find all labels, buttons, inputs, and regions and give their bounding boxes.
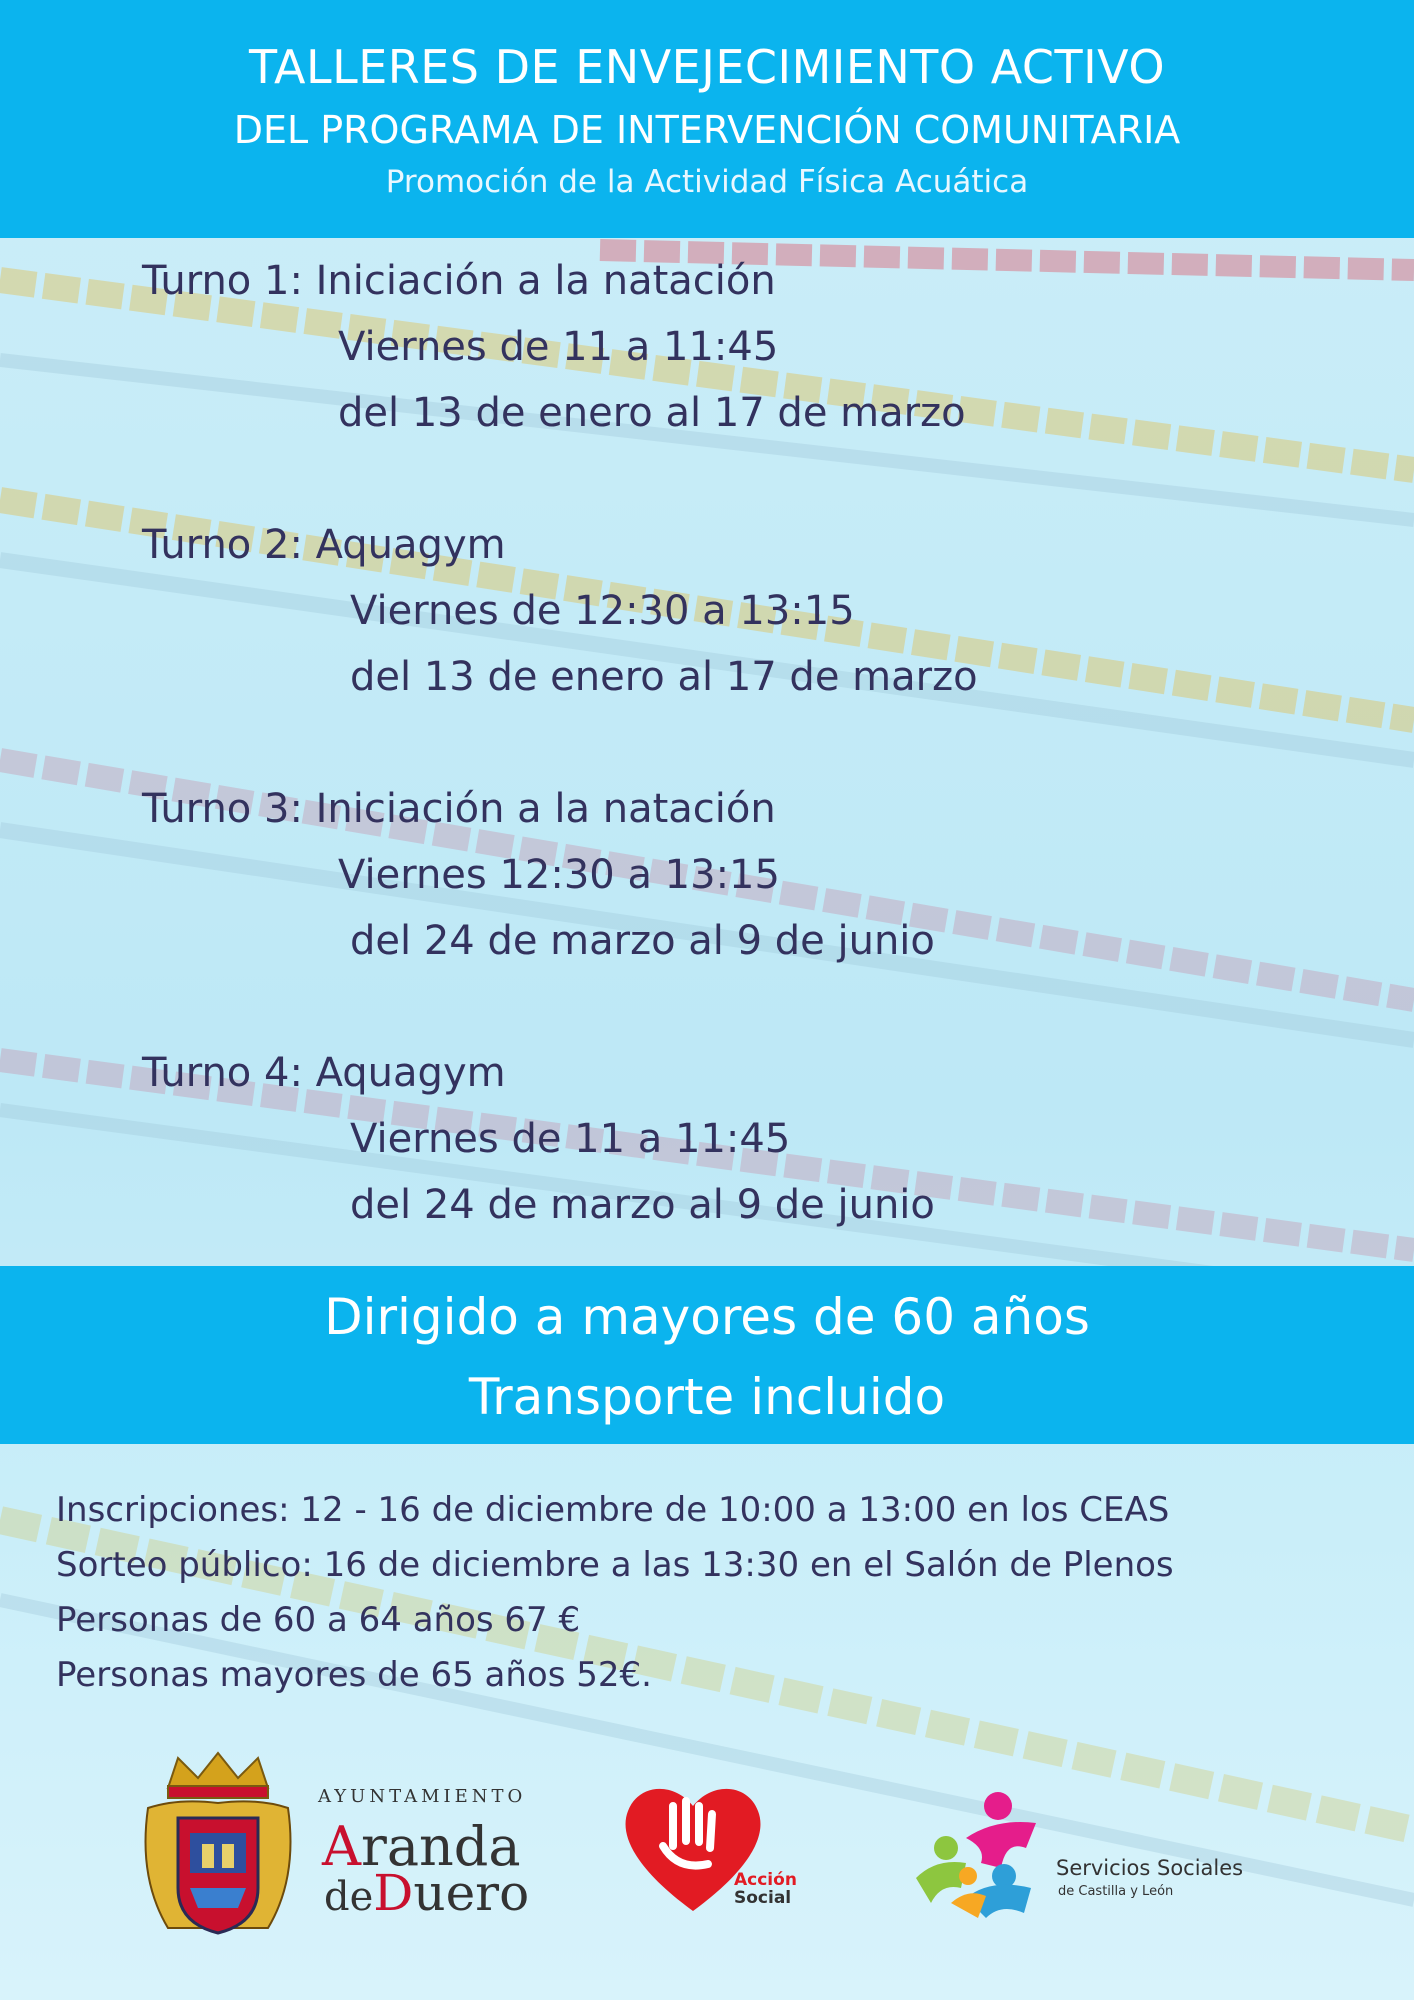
turno-2-title: Turno 2: Aquagym: [142, 522, 506, 568]
turno-1-schedule: Viernes de 11 a 11:45: [338, 324, 779, 370]
inscripciones-line: Inscripciones: 12 - 16 de diciembre de 10:00 a 13:00 en los CEAS: [56, 1490, 1170, 1530]
turno-2-schedule: Viernes de 12:30 a 13:15: [350, 588, 855, 634]
page-title: TALLERES DE ENVEJECIMIENTO ACTIVO: [248, 40, 1166, 94]
target-audience: Dirigido a mayores de 60 años: [324, 1288, 1090, 1346]
price-line-1: Personas de 60 a 64 años 67 €: [56, 1600, 581, 1640]
turno-4-schedule: Viernes de 11 a 11:45: [350, 1116, 791, 1162]
turno-1-dates: del 13 de enero al 17 de marzo: [338, 390, 966, 436]
accion-text: Acción: [734, 1870, 797, 1890]
servicios-sociales-sub: de Castilla y León: [1058, 1884, 1174, 1899]
turno-2-dates: del 13 de enero al 17 de marzo: [350, 654, 978, 700]
turno-4-title: Turno 4: Aquagym: [142, 1050, 506, 1096]
social-text: Social: [734, 1887, 792, 1908]
de-text: de: [324, 1874, 374, 1920]
coat-of-arms-icon: [138, 1748, 298, 1952]
sorteo-line: Sorteo público: 16 de diciembre a las 13:30 en el Salón de Plenos: [56, 1545, 1174, 1585]
turno-3-title: Turno 3: Iniciación a la natación: [142, 786, 776, 832]
ayuntamiento-label: AYUNTAMIENTO: [318, 1786, 527, 1807]
servicios-sociales-figures-icon: [906, 1778, 1056, 1932]
price-line-2: Personas mayores de 65 años 52€.: [56, 1655, 652, 1695]
aranda-wordmark: Aranda: [322, 1815, 521, 1878]
de-duero-wordmark: deDuero: [324, 1864, 530, 1922]
page-tagline: Promoción de la Actividad Física Acuática: [385, 164, 1029, 200]
turno-3-schedule: Viernes 12:30 a 13:15: [338, 852, 780, 898]
turno-1-title: Turno 1: Iniciación a la natación: [142, 258, 776, 304]
servicios-sociales-label: Servicios Sociales: [1056, 1856, 1244, 1880]
turno-3-dates: del 24 de marzo al 9 de junio: [350, 918, 935, 964]
page-subtitle: DEL PROGRAMA DE INTERVENCIÓN COMUNITARIA: [233, 108, 1181, 152]
transport-note: Transporte incluido: [468, 1368, 946, 1426]
accion-social-label: [734, 1872, 797, 1908]
turno-4-dates: del 24 de marzo al 9 de junio: [350, 1182, 935, 1228]
